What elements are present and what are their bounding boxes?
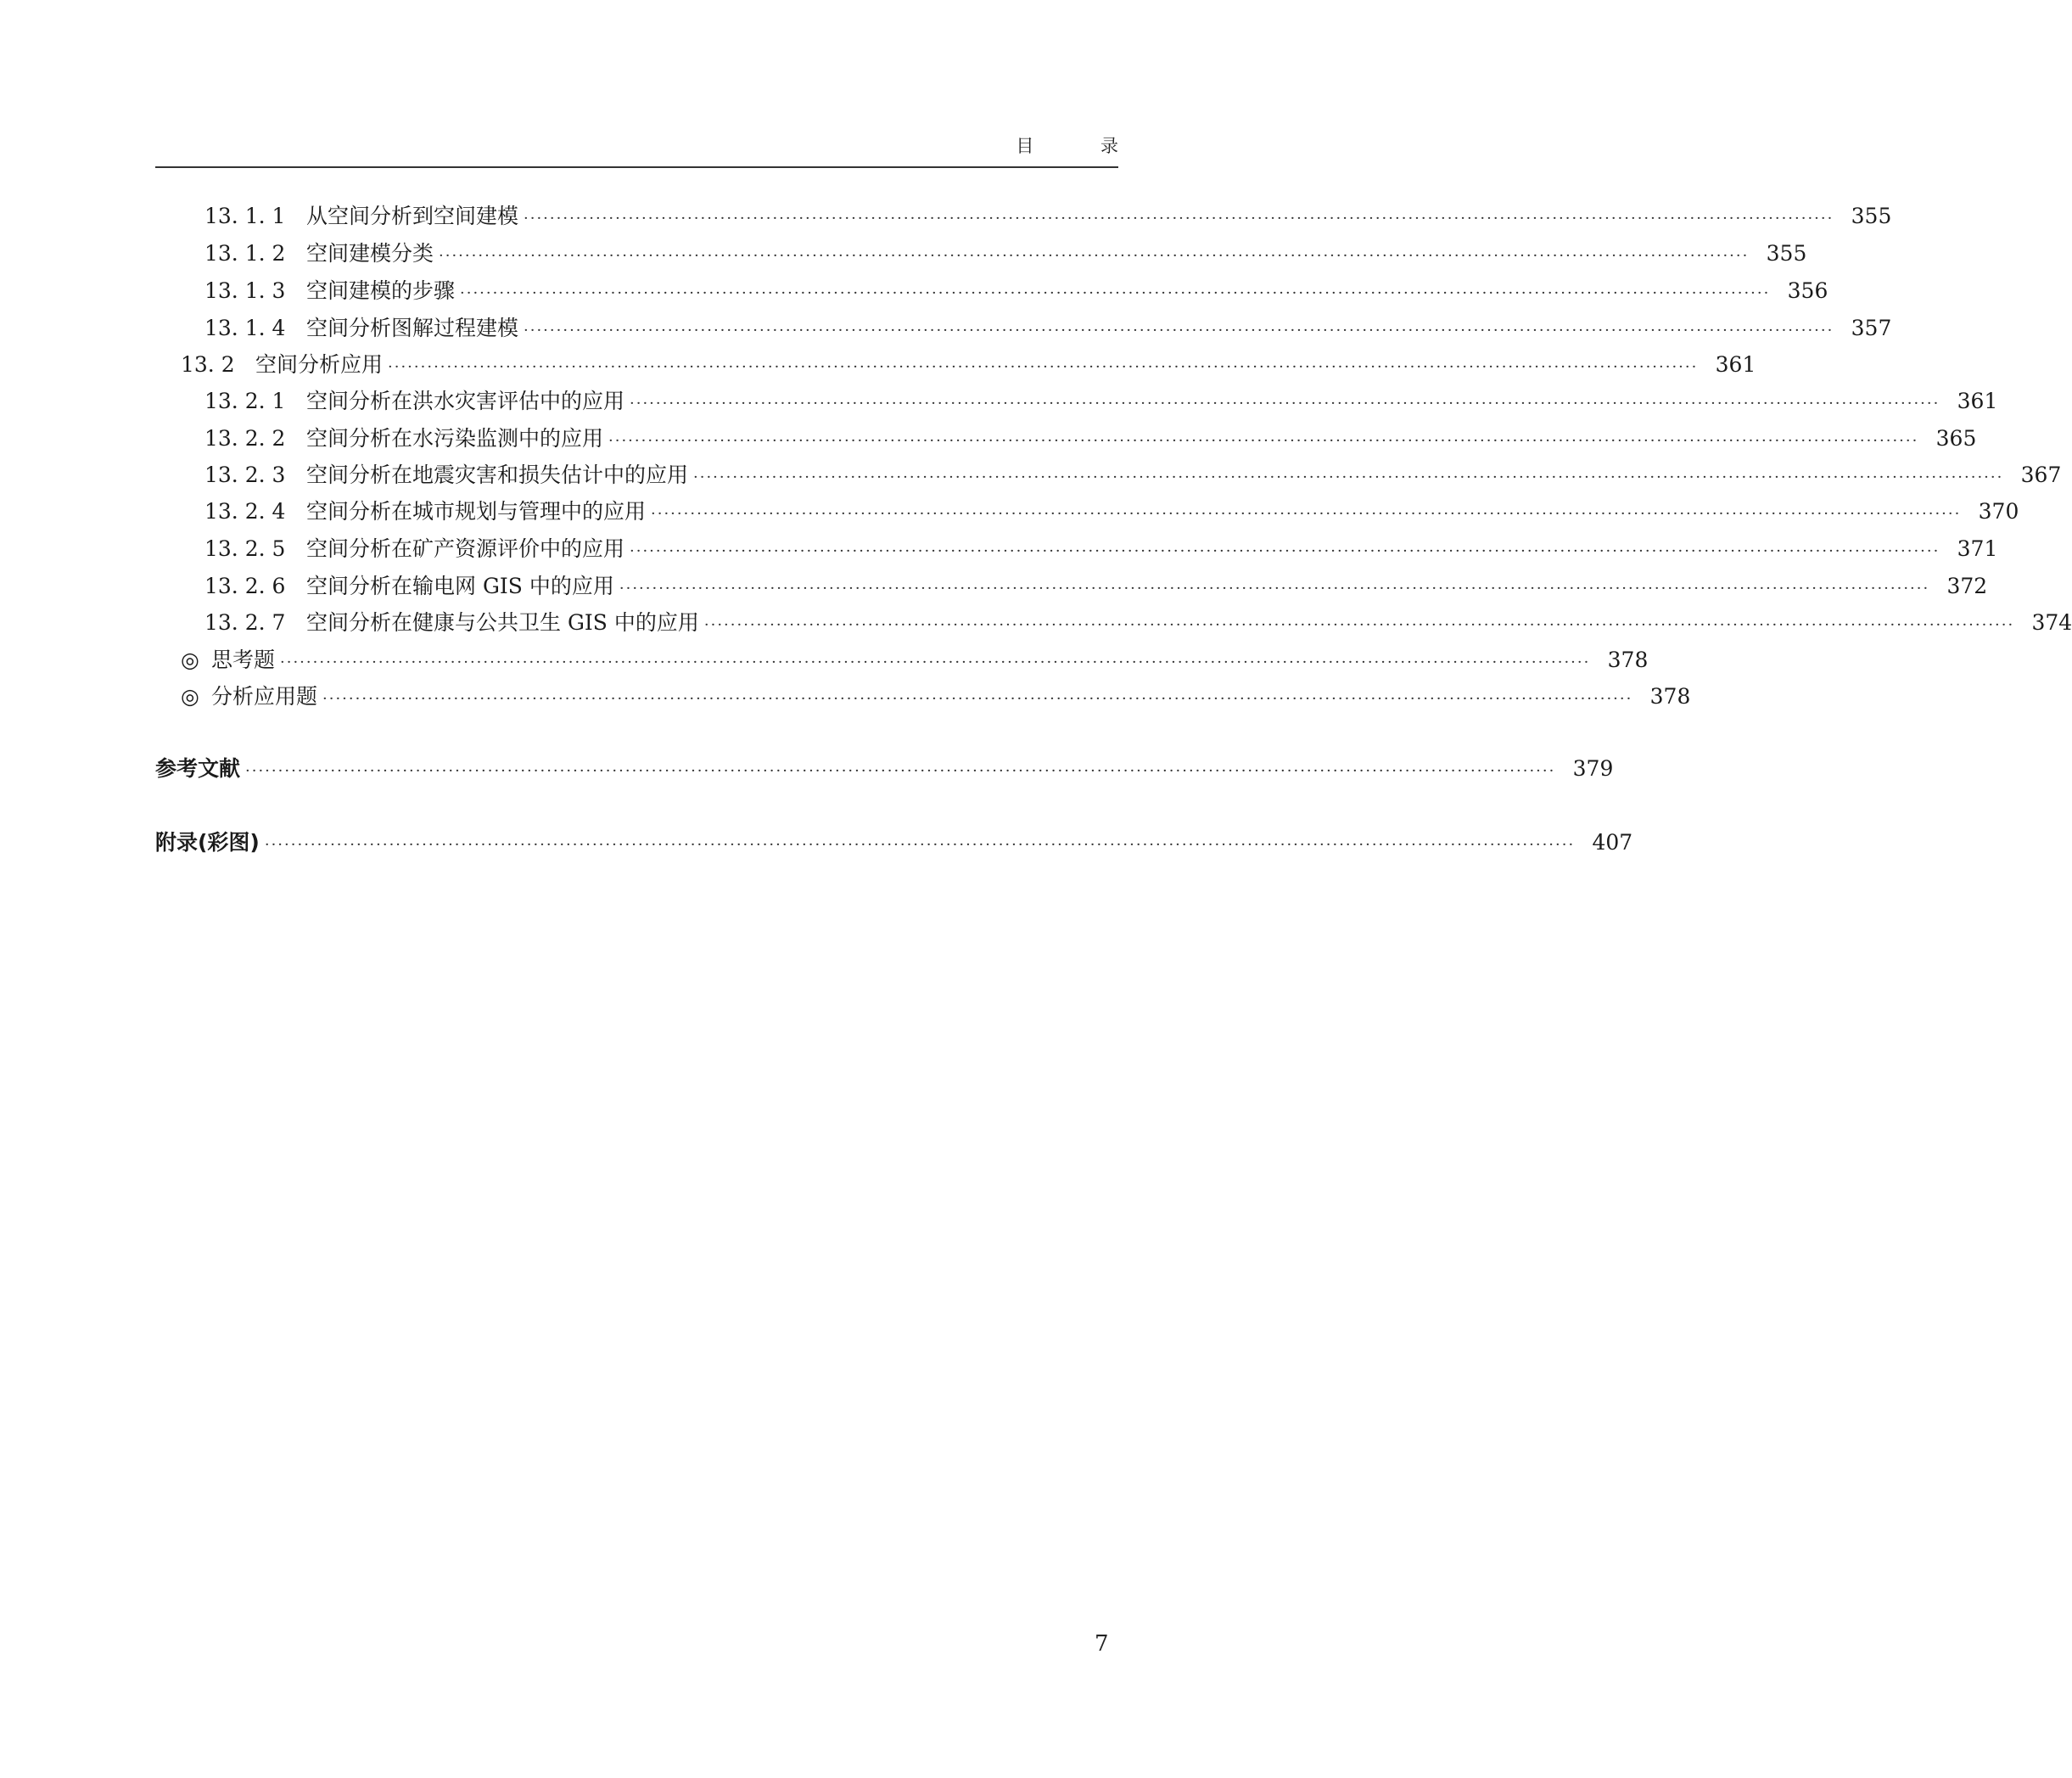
toc-entry[interactable] (155, 199, 1892, 233)
toc-entry[interactable] (155, 348, 1756, 382)
toc-chapter-entry[interactable] (155, 752, 1614, 786)
running-head-title: 目 录 (1016, 136, 1149, 156)
toc-entry-page: 379 (1572, 756, 1614, 781)
toc-entry-page: 371 (1957, 536, 1998, 561)
toc-entry-title: 空间分析在地震灾害和损失估计中的应用 (306, 463, 689, 487)
toc-entry-page: 355 (1851, 204, 1892, 228)
toc-entry-number: 13. 1. 1 (204, 204, 286, 228)
toc-entry-number: 13. 2 (181, 352, 235, 377)
toc-entry[interactable] (155, 237, 1807, 271)
toc-entry-number: 13. 2. 6 (204, 574, 286, 598)
toc-entry-page: 378 (1607, 648, 1649, 672)
toc-entry[interactable] (155, 606, 2072, 640)
leader-dots: ········································································································································································································ (651, 505, 1962, 523)
running-head (155, 129, 1149, 168)
toc-entry-title: 空间分析在城市规划与管理中的应用 (306, 499, 647, 524)
toc-entry-title: 空间分析在健康与公共卫生 GIS 中的应用 (306, 610, 699, 635)
leader-dots: ········································································································································································································ (460, 284, 1771, 302)
toc-entry-title: 从空间分析到空间建模 (306, 204, 519, 228)
toc-entry-page: 365 (1935, 426, 1977, 451)
toc-entry[interactable] (155, 311, 1892, 345)
toc-entry[interactable] (155, 458, 2062, 492)
toc-entry-title: 空间分析在洪水灾害评估中的应用 (306, 389, 625, 413)
leader-dots: ········································································································································································································ (630, 395, 1940, 412)
toc-entry-title: 空间分析在矿产资源评价中的应用 (306, 536, 625, 561)
toc-chapter-entry[interactable] (155, 826, 1633, 860)
leader-dots: ········································································································································································································ (608, 432, 1919, 450)
toc-entry[interactable] (155, 274, 1828, 308)
toc-entry-page: 407 (1592, 830, 1633, 855)
toc-entry-page: 355 (1766, 241, 1807, 266)
toc-entry-number: 13. 1. 4 (204, 316, 286, 340)
toc-entry-title: 空间分析图解过程建模 (306, 316, 519, 340)
toc-entry-page: 378 (1649, 684, 1691, 709)
leader-dots: ········································································································································································································ (630, 542, 1940, 560)
leader-dots: ········································································································································································································ (439, 247, 1750, 265)
toc-entry-title: 空间分析在水污染监测中的应用 (306, 426, 604, 451)
toc-entry-number: 13. 2. 1 (204, 389, 286, 413)
page-number: 7 (1095, 1631, 1109, 1657)
leader-dots: ········································································································································································································ (524, 210, 1834, 227)
toc-entry-page: 370 (1978, 499, 2019, 524)
toc-entry[interactable] (155, 643, 1649, 677)
leader-dots: ········································································································································································································ (388, 358, 1699, 376)
leader-dots: ········································································································································································································ (693, 468, 2004, 486)
toc-entry[interactable] (155, 532, 1998, 566)
toc-entry-page: 374 (2031, 610, 2072, 635)
toc-entry-number: 13. 2. 4 (204, 499, 286, 524)
leader-dots: ········································································································································································································ (245, 762, 1556, 780)
toc-entry-title: 附录(彩图) (155, 830, 260, 855)
leader-dots: ········································································································································································································ (322, 690, 1633, 708)
toc-entry-number: 13. 2. 3 (204, 463, 286, 487)
toc-entry[interactable] (155, 495, 2019, 529)
toc-entry-page: 372 (1946, 574, 1988, 598)
toc-entry[interactable] (155, 422, 1977, 456)
toc-entry-title: 参考文献 (155, 756, 241, 781)
bullet-icon: ◎ (181, 684, 199, 709)
toc-entry-number: 13. 1. 2 (204, 241, 286, 266)
toc-entry-title: 分析应用题 (211, 684, 318, 709)
leader-dots: ········································································································································································································ (703, 616, 2015, 634)
toc-entry-number: 13. 2. 2 (204, 426, 286, 451)
toc-entry-title: 空间分析应用 (255, 352, 384, 377)
toc-entry[interactable] (155, 569, 1988, 603)
toc-entry-number: 13. 2. 7 (204, 610, 286, 635)
toc-entry-title: 空间建模的步骤 (306, 278, 456, 303)
leader-dots: ········································································································································································································ (619, 580, 1930, 597)
toc-entry-number: 13. 2. 5 (204, 536, 286, 561)
toc-entry-title: 空间建模分类 (306, 241, 434, 266)
toc-entry-title: 思考题 (211, 648, 276, 672)
toc-entry-page: 361 (1957, 389, 1998, 413)
toc-entry-number: 13. 1. 3 (204, 278, 286, 303)
toc-entry-page: 356 (1787, 278, 1828, 303)
toc-entry-page: 357 (1851, 316, 1892, 340)
leader-dots: ········································································································································································································ (280, 653, 1591, 671)
toc-entry[interactable] (155, 680, 1691, 714)
toc-entry-title: 空间分析在输电网 GIS 中的应用 (306, 574, 614, 598)
leader-dots: ········································································································································································································ (264, 836, 1576, 854)
leader-dots: ········································································································································································································ (524, 322, 1834, 339)
bullet-icon: ◎ (181, 648, 199, 672)
toc-entry-page: 367 (2020, 463, 2062, 487)
toc-entry[interactable] (155, 384, 1998, 418)
toc-entry-page: 361 (1715, 352, 1756, 377)
